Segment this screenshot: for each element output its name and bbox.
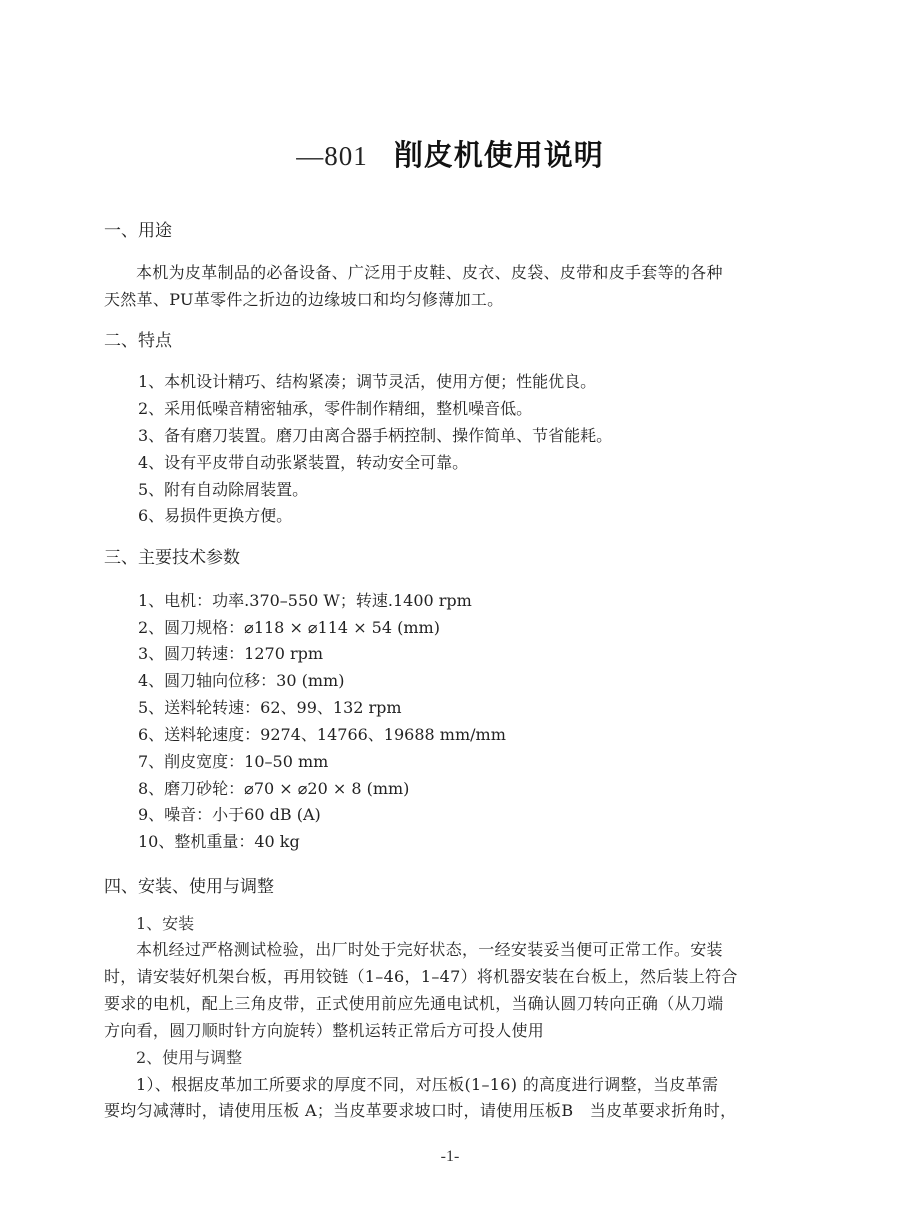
spec-item-8: 8、磨刀砂轮：⌀70 × ⌀20 × 8 (mm) bbox=[138, 779, 410, 798]
section-heading-usage: 一、用途 bbox=[104, 221, 172, 241]
subsection-install: 1、安装 bbox=[136, 914, 195, 933]
install-line-1: 本机经过严格测试检验，出厂时处于完好状态，一经安装妥当便可正常工作。安装 bbox=[136, 940, 723, 959]
install-line-4: 方向看，圆刀顺时针方向旋转）整机运转正常后方可投人使用 bbox=[104, 1021, 545, 1040]
adjust-line-1: 1）、根据皮革加工所要求的厚度不同，对压板(1–16) 的高度进行调整，当皮革需 bbox=[136, 1075, 719, 1094]
spec-item-2: 2、圆刀规格：⌀118 × ⌀114 × 54 (mm) bbox=[138, 618, 440, 637]
section-heading-install: 四、安装、使用与调整 bbox=[104, 877, 274, 897]
feature-item-5: 5、附有自动除屑装置。 bbox=[138, 480, 309, 499]
spec-item-7: 7、削皮宽度：10–50 mm bbox=[138, 752, 329, 771]
page-number: -1- bbox=[440, 1148, 460, 1165]
feature-item-3: 3、备有磨刀装置。磨刀由离合器手柄控制、操作简单、节省能耗。 bbox=[138, 426, 613, 445]
spec-item-1: 1、电机：功率.370–550 W；转速.1400 rpm bbox=[138, 591, 472, 610]
spec-item-6: 6、送料轮速度：9274、14766、19688 mm/mm bbox=[138, 725, 506, 744]
usage-line-1: 本机为皮革制品的必备设备、广泛用于皮鞋、皮衣、皮袋、皮带和皮手套等的各种 bbox=[136, 263, 723, 282]
section-heading-specs: 三、主要技术参数 bbox=[104, 548, 240, 568]
spec-item-9: 9、噪音：小于60 dB (A) bbox=[138, 805, 321, 824]
install-line-3: 要求的电机，配上三角皮带，正式使用前应先通电试机，当确认圆刀转向正确（从刀端 bbox=[104, 994, 724, 1013]
model-code: —801 bbox=[296, 141, 368, 171]
feature-item-1: 1、本机设计精巧、结构紧凑；调节灵活，使用方便；性能优良。 bbox=[138, 372, 597, 391]
spec-item-4: 4、圆刀轴向位移：30 (mm) bbox=[138, 671, 345, 690]
document-title bbox=[0, 133, 900, 174]
feature-item-4: 4、设有平皮带自动张紧装置，转动安全可靠。 bbox=[138, 453, 469, 472]
subsection-usage-adjust: 2、使用与调整 bbox=[136, 1048, 243, 1067]
title-text: 削皮机使用说明 bbox=[393, 138, 604, 172]
feature-item-6: 6、易损件更换方便。 bbox=[138, 506, 293, 525]
spec-item-5: 5、送料轮转速：62、99、132 rpm bbox=[138, 698, 402, 717]
feature-item-2: 2、采用低噪音精密轴承，零件制作精细，整机噪音低。 bbox=[138, 399, 533, 418]
adjust-line-2: 要均匀减薄时，请使用压板 A；当皮革要求坡口时，请使用压板B 当皮革要求折角时， bbox=[104, 1101, 737, 1120]
section-heading-features: 二、特点 bbox=[104, 331, 172, 351]
spec-item-3: 3、圆刀转速：1270 rpm bbox=[138, 644, 324, 663]
spec-item-10: 10、整机重量：40 kg bbox=[138, 832, 300, 851]
install-line-2: 时，请安装好机架台板，再用铰链（1–46，1–47）将机器安装在台板上，然后装上符合 bbox=[104, 967, 738, 986]
usage-line-2: 天然革、PU革零件之折边的边缘坡口和均匀修薄加工。 bbox=[104, 290, 504, 309]
